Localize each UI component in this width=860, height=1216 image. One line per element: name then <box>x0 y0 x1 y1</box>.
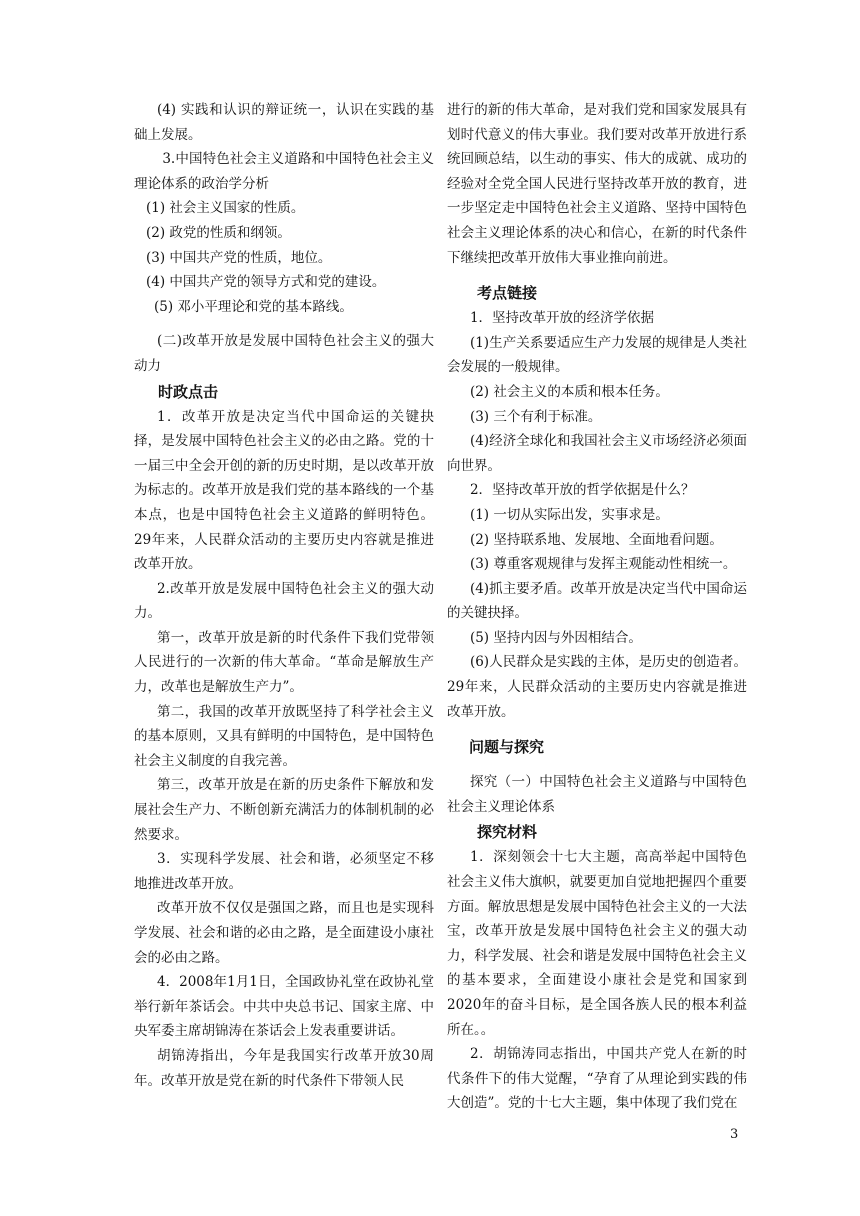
list-item: (1) 一切从实际出发，实事求是。 <box>469 506 669 523</box>
list-item: (2) 政党的性质和纲领。 <box>146 224 291 241</box>
section-heading: 2．坚持改革开放的哲学依据是什么？ <box>469 482 695 499</box>
paragraph: 胡锦涛指出，今年是我国实行改革开放30周年。改革开放是党在新的时代条件下带领人民 <box>134 1047 434 1089</box>
paragraph: 第二，我国的改革开放既坚持了科学社会主义的基本原则，又具有鲜明的中国特色，是中国特色社会主义制度的自我完善。 <box>134 703 434 769</box>
list-item: (4)经济全球化和我国社会主义市场经济必须面向世界。 <box>447 433 747 474</box>
paragraph: (4) 实践和认识的辩证统一，认识在实践的基础上发展。 <box>134 102 434 143</box>
list-item: (1)生产关系要适应生产力发展的规律是人类社会发展的一般规律。 <box>447 334 747 376</box>
paragraph: 3．实现科学发展、社会和谐，必须坚定不移地推进改革开放。 <box>134 851 434 892</box>
paragraph: 进行的新的伟大革命，是对我们党和国家发展具有划时代意义的伟大事业。我们要对改革开放进行系统回顾总结，以生动的事实、伟大的成就、成功的经验对全党全国人民进行坚持改革开放的教育，进一步坚定走中国特色社会主义道路、坚持中国特色社会主义理论体系的决心和信心，在新的时代条件下继续把改革开放伟大事业推向前进。 <box>447 102 747 266</box>
list-item: (3) 三个有利于标准。 <box>469 408 602 425</box>
list-item: (6)人民群众是实践的主体，是历史的创造者。29年来，人民群众活动的主要历史内容就是推进改革开放。 <box>447 654 747 720</box>
paragraph: 探究（一）中国特色社会主义道路与中国特色社会主义理论体系 <box>447 774 747 815</box>
page-number: 3 <box>730 1127 739 1142</box>
paragraph: 4．2008年1月1日，全国政协礼堂在政协礼堂举行新年茶话会。中共中央总书记、国家主席、中央军委主席胡锦涛在茶话会上发表重要讲话。 <box>134 974 434 1040</box>
list-item: (2) 坚持联系地、发展地、全面地看问题。 <box>469 531 723 548</box>
list-item: (4) 中国共产党的领导方式和党的建设。 <box>146 274 386 291</box>
section-heading: 3.中国特色社会主义道路和中国特色社会主义理论体系的政治学分析 <box>134 151 434 192</box>
subsection-heading: 探究材料 <box>477 823 538 842</box>
subsection-heading: 时政点击 <box>158 382 219 401</box>
list-item: (3) 中国共产党的性质，地位。 <box>146 249 332 266</box>
paragraph: 改革开放不仅仅是强国之路，而且也是实现科学发展、社会和谐的必由之路，是全面建设小康社会的必由之路。 <box>134 900 434 966</box>
list-item: (1) 社会主义国家的性质。 <box>146 200 305 217</box>
paragraph: 第三，改革开放是在新的历史条件下解放和发展社会生产力、不断创新充满活力的体制机制的必然要求。 <box>134 777 434 843</box>
left-column <box>134 98 434 1093</box>
section-heading: (二)改革开放是发展中国特色社会主义的强大动力 <box>134 333 434 374</box>
subsection-heading: 考点链接 <box>477 284 538 303</box>
paragraph: 2．胡锦涛同志指出，中国共产党人在新的时代条件下的伟大觉醒，“孕育了从理论到实践的伟大创造”。党的十七大主题，集中体现了我们党在 <box>447 1046 747 1112</box>
list-item: (3) 尊重客观规律与发挥主观能动性相统一。 <box>469 556 737 573</box>
right-column <box>447 98 747 1116</box>
list-item: (2) 社会主义的本质和根本任务。 <box>469 383 669 400</box>
section-heading: 1．坚持改革开放的经济学依据 <box>469 310 655 327</box>
paragraph: 1．深刻领会十七大主题，高高举起中国特色社会主义伟大旗帜，就要更加自觉地把握四个重要方面。解放思想是发展中国特色社会主义的一大法宝，改革开放是发展中国特色社会主义的强大动力，科学发展、社会和谐是发展中国特色社会主义的基本要求，全面建设小康社会是党和国家到2020年的奋斗目标，是全国各族人民的根本利益所在。。 <box>447 849 747 1038</box>
list-item: (5) 邓小平理论和党的基本路线。 <box>154 298 353 315</box>
list-item: (4)抓主要矛盾。改革开放是决定当代中国命运的关键抉择。 <box>447 580 747 622</box>
paragraph: 1．改革开放是决定当代中国命运的关键抉择，是发展中国特色社会主义的必由之路。党的十一届三中全会开创的新的历史时期，是以改革开放为标志的。改革开放是我们党的基本路线的一个基本点，也是中国特色社会主义道路的鲜明特色。29年来，人民群众活动的主要历史内容就是推进改革开放。 <box>134 408 434 573</box>
list-item: (5) 坚持内因与外因相结合。 <box>469 629 642 646</box>
paragraph: 第一，改革开放是新的时代条件下我们党带领人民进行的一次新的伟大革命。“革命是解放生产力，改革也是解放生产力”。 <box>134 629 434 696</box>
subsection-heading: 问题与探究 <box>469 738 545 757</box>
paragraph: 2.改革开放是发展中国特色社会主义的强大动力。 <box>134 580 434 622</box>
